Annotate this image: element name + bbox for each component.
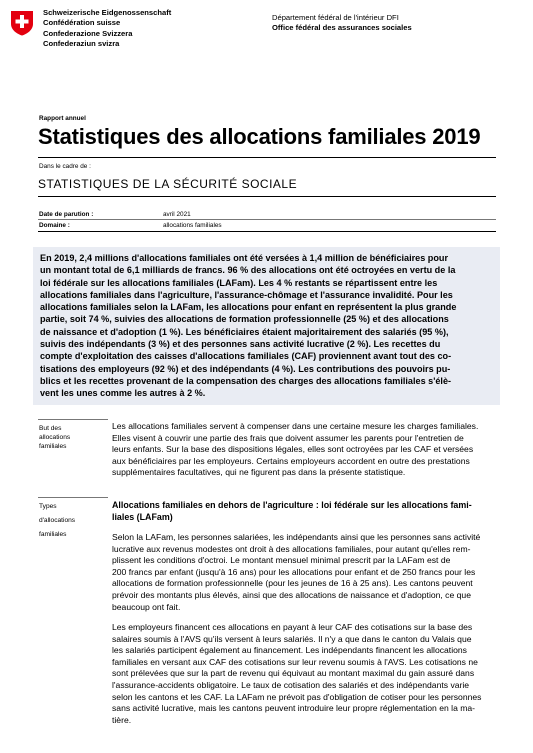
confederation-line: Schweizerische Eidgenossenschaft: [43, 8, 172, 17]
text-line: sans activité lucrative, mais les cantons peuvent introduire leur propre réglementation en la ma-: [112, 703, 476, 714]
meta-divider: [38, 219, 496, 220]
summary-line: blics et les recettes provenant de la compensation des charges des allocations familiales s'élè-: [40, 375, 452, 386]
text-line: les salariés participent également au financement. Les indépendants financent les allocations: [112, 645, 467, 656]
summary-line: allocations familiales dans l'agriculture, l'assurance-chômage et l'assurance invalidité. Pour les: [40, 289, 453, 300]
text-line: sont prélevées que sur la part de revenu qui équivaut au montant maximal du gain assuré dans: [112, 668, 475, 679]
summary-line: vent les unes comme les autres à 2 %.: [40, 388, 206, 399]
purpose-text: [112, 421, 496, 479]
summary-line: suivis des indépendants (3 %) et des personnes sans activité lucrative (2 %). Les recettes du: [40, 339, 441, 350]
text-line: leurs enfants. Sur la base des dispositions légales, elles sont octroyées par les CAF et versées: [112, 444, 474, 455]
summary-line: de naissance et d'adoption (1 %). Les bénéficiaires étaient majoritairement des salariés (95 %),: [40, 326, 449, 337]
title-rule: [38, 157, 496, 158]
text-line: familiales en versant aux CAF des cotisations sur leur revenu soumis à l'AVS. Les cotisations ne: [112, 656, 478, 667]
text-line: allocations de formation professionnelle (pour les jeunes de 16 à 25 ans). Les cantons peuvent: [112, 578, 473, 589]
text-line: tière.: [112, 714, 132, 725]
confederation-line: Confédération suisse: [43, 18, 121, 28]
meta-row-domain: [39, 222, 222, 229]
summary-line: tisations des employeurs (92 %) et des indépendants (4 %). Les contributions des pouvoirs pu-: [40, 363, 451, 374]
text-line: 200 francs par enfant (jusqu'à 16 ans) pour les allocations pour enfant et de 250 francs pour les: [112, 566, 476, 577]
text-line: supplémentaires facultatives, qui ne figurent pas dans la présente statistique.: [112, 467, 406, 478]
text-line: aux bénéficiaires par les employeurs. Certains employeurs accordent en outre des prestations: [112, 455, 470, 466]
meta-value: allocations familiales: [163, 222, 222, 229]
lafam-paragraph-1: [112, 532, 496, 613]
department-block: [272, 13, 412, 34]
text-line: selon les cantons et les CAF. La LAFam ne prévoit pas d'obligation de cotiser pour les personnes: [112, 691, 482, 702]
series-rule: [38, 196, 496, 197]
meta-value: avril 2021: [163, 211, 191, 218]
text-line: Les allocations familiales servent à compenser dans une certaine mesure les charges familiales.: [112, 421, 479, 431]
meta-rule: [38, 231, 496, 232]
text-line: salaires soumis à l'AVS qu'ils versent à leurs salariés. Il n'y a que dans le canton du Valais que: [112, 633, 472, 644]
text-line: prévoir des montants plus élevés, ainsi que des allocations de naissance et d'adoption, ce que: [112, 589, 471, 600]
text-line: Selon la LAFam, les personnes salariées, les indépendants ainsi que les personnes sans activité: [112, 532, 481, 542]
summary-line: partie, soit 74 %, suivies des allocations de formation professionnelle (25 %) et des allocations: [40, 314, 449, 325]
side-label-types: Types d'allocations familiales: [39, 503, 76, 538]
section-rule: [38, 497, 108, 498]
confederation-line: Confederaziun svizra: [43, 39, 120, 49]
text-line: l'assurance-accidents obligatoire. Le taux de cotisation des salariés et des indépendants varie: [112, 679, 470, 690]
department-name: Département fédéral de l'intérieur DFI: [272, 13, 399, 22]
summary-line: En 2019, 2,4 millions d'allocations familiales ont été versées à 1,4 million de bénéficiaires pour: [40, 253, 449, 263]
meta-key: Date de parution :: [39, 211, 94, 218]
text-line: beaucoup ont fait.: [112, 601, 181, 612]
summary-text: [40, 252, 495, 400]
office-name: Office fédéral des assurances sociales: [272, 23, 412, 33]
confederation-line: Confederazione Svizzera: [43, 28, 133, 38]
page-header: [10, 8, 523, 70]
lafam-paragraph-2: [112, 622, 496, 726]
text-line: plissent les conditions d'octroi. Le montant mensuel minimal prescrit par la LAFam est de: [112, 555, 451, 566]
series-title: STATISTIQUES DE LA SÉCURITÉ SOCIALE: [38, 177, 298, 191]
section-heading-lafam: Allocations familiales en dehors de l'agriculture : loi fédérale sur les allocations fami- liales (LAFam): [112, 500, 472, 522]
report-type: Rapport annuel: [39, 115, 86, 122]
summary-line: loi fédérale sur les allocations familiales (LAFam). Les 4 % restants se répartissent entre les: [40, 277, 438, 288]
page-title: Statistiques des allocations familiales 2019: [38, 124, 481, 149]
text-line: lucrative aux revenus modestes ont droit à des allocations familiales, pour autant qu'elles rem-: [112, 543, 471, 554]
confederation-names: [43, 8, 171, 50]
text-line: Les employeurs financent ces allocations en payant à leur CAF des cotisations sur la base des: [112, 622, 473, 632]
summary-line: compte d'exploitation des caisses d'allocations familiales (CAF) proviennent avant tout des co-: [40, 351, 452, 362]
cadre-label: Dans le cadre de :: [39, 163, 91, 170]
meta-key: Domaine :: [39, 222, 70, 229]
swiss-coat-of-arms-icon: [10, 10, 34, 36]
side-label-purpose: But des allocations familiales: [39, 425, 71, 450]
meta-row-date: [39, 211, 191, 218]
section-rule: [38, 419, 108, 420]
summary-line: allocations familiales selon la LAFam, les allocations pour enfant en représentent la plus grande: [40, 302, 457, 313]
summary-line: un montant total de 6,1 milliards de francs. 96 % des allocations ont été octroyées en vertu de la: [40, 265, 456, 276]
text-line: Elles visent à couvrir une partie des frais que doivent assumer les parents pour l'entretien de: [112, 432, 464, 443]
